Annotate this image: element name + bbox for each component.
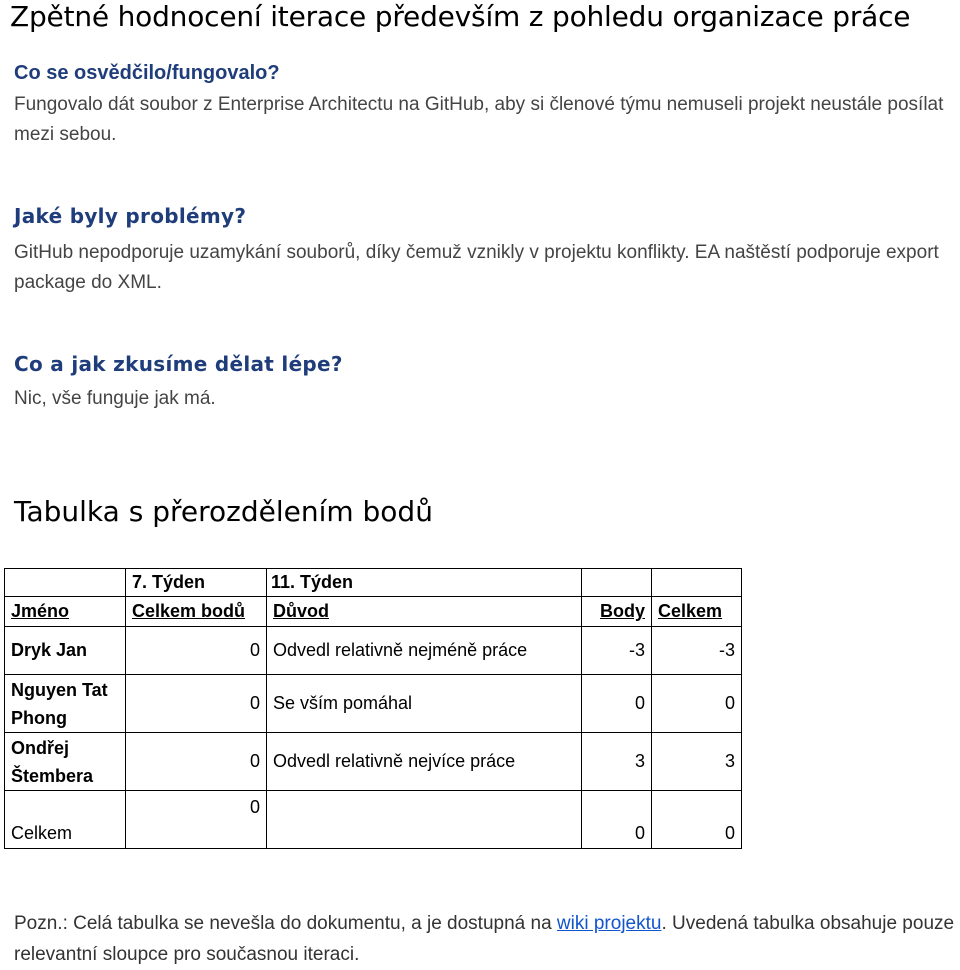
table-row: [5, 733, 742, 791]
wiki-link[interactable]: wiki projektu: [556, 913, 662, 934]
header-total: Celkem: [652, 597, 742, 627]
section-answer-improve: Nic, vše funguje jak má.: [14, 388, 216, 409]
table-week-row: [5, 569, 742, 597]
footnote-text-before: Pozn.: Celá tabulka se nevešla do dokumentu, a je dostupná na: [14, 913, 557, 934]
row-total-points: 0: [126, 675, 267, 733]
table-cell-empty: [5, 569, 126, 597]
footer-total-points: 0: [126, 791, 267, 849]
header-total-points: Celkem bodů: [126, 597, 267, 627]
row-reason: Odvedl relativně nejvíce práce: [267, 733, 582, 791]
row-total-points: 0: [126, 733, 267, 791]
table-cell-empty: [582, 569, 652, 597]
header-reason: Důvod: [267, 597, 582, 627]
table-cell-empty: [267, 791, 582, 849]
row-name: Dryk Jan: [5, 627, 126, 675]
row-reason: Se vším pomáhal: [267, 675, 582, 733]
row-name: Nguyen Tat Phong: [5, 675, 126, 733]
section-answer-worked: Fungovalo dát soubor z Enterprise Architectu na GitHub, aby si členové týmu nemuseli projekt neustále posílat mezi sebou.: [14, 94, 944, 145]
footer-total: 0: [652, 791, 742, 849]
row-points: 0: [582, 675, 652, 733]
row-total: -3: [652, 627, 742, 675]
table-row: [5, 627, 742, 675]
footnote-text-after: . Uvedená tabulka obsahuje pouze relevantní sloupce pro současnou iteraci.: [14, 913, 955, 965]
header-name: Jméno: [5, 597, 126, 627]
table-row: [5, 675, 742, 733]
row-name: Ondřej Štembera: [5, 733, 126, 791]
section-answer-problems: GitHub nepodporuje uzamykání souborů, díky čemuž vznikly v projektu konflikty. EA naštěstí podporuje export package do XML.: [14, 242, 939, 293]
table-footer-row: [5, 791, 742, 849]
row-total-points: 0: [126, 627, 267, 675]
section-question-problems: Jaké byly problémy?: [14, 204, 247, 228]
table-cell-empty: [652, 569, 742, 597]
footnote: [14, 908, 960, 970]
row-points: 3: [582, 733, 652, 791]
section-question-improve: Co a jak zkusíme dělat lépe?: [14, 352, 343, 376]
header-points: Body: [582, 597, 652, 627]
week-label-7: 7. Týden: [126, 569, 267, 597]
row-reason: Odvedl relativně nejméně práce: [267, 627, 582, 675]
section-question-worked: Co se osvědčilo/fungovalo?: [14, 62, 280, 84]
row-points: -3: [582, 627, 652, 675]
footer-label: Celkem: [5, 791, 126, 849]
row-total: 0: [652, 675, 742, 733]
week-label-11: 11. Týden: [267, 569, 582, 597]
points-table: [4, 568, 742, 849]
table-heading: Tabulka s přerozdělením bodů: [14, 495, 433, 528]
table-header-row: [5, 597, 742, 627]
page-title: Zpětné hodnocení iterace především z pohledu organizace práce: [10, 0, 911, 33]
footer-points: 0: [582, 791, 652, 849]
row-total: 3: [652, 733, 742, 791]
